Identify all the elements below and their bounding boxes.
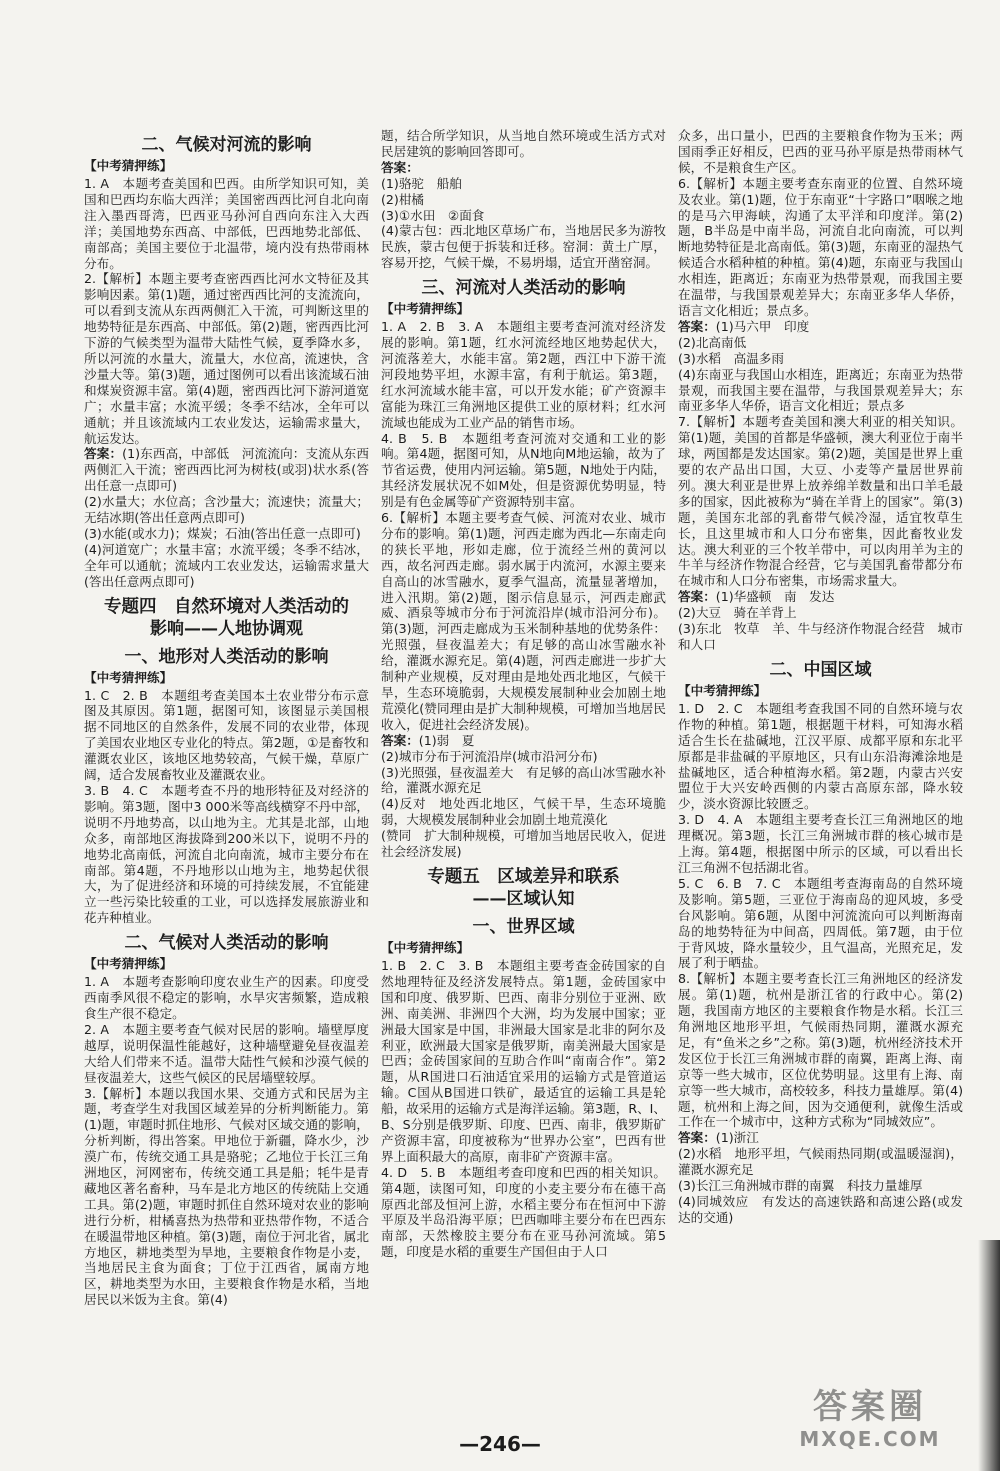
column-right bbox=[678, 128, 963, 1428]
exercise-tag: 【中考猜押练】 bbox=[84, 158, 173, 173]
answer-paragraph: 1. A 本题考查影响印度农业生产的因素。印度受西南季风很不稳定的影响，水旱灾害频繁，造成粮食生产很不稳定。 bbox=[84, 974, 369, 1021]
answer-line bbox=[84, 446, 369, 494]
column-middle bbox=[381, 128, 666, 1428]
section-heading: 一、世界区域 bbox=[472, 916, 575, 937]
answer-line bbox=[678, 319, 963, 335]
answer-line: (2)水稻 地形平坦，气候雨热同期(或温暖湿润)，灌溉水源充足 bbox=[678, 1146, 963, 1178]
section-heading: 二、中国区域 bbox=[769, 659, 872, 680]
answer-label: 答案： bbox=[381, 732, 419, 748]
section-heading: 二、气候对人类活动的影响 bbox=[124, 933, 329, 954]
answer-line: (3)长江三角洲城市群的南翼 科技力量雄厚 bbox=[678, 1178, 923, 1194]
section-heading: 二、气候对河流的影响 bbox=[141, 135, 312, 155]
exercise-tag: 【中考猜押练】 bbox=[84, 956, 173, 972]
answer-page bbox=[84, 128, 964, 1428]
answer-paragraph: 4. B 5. B 本题组考查河流对交通和工业的影响。第4题，据图可知，从N地向M地运输，故为了节省运费，使用内河运输。第5题，N地处于内陆，其经济发展状况不如M处，但是资源优势明显，特别是有色金属等矿产资源特别丰富。 bbox=[381, 430, 666, 510]
answer-line: (4)东南亚与我国山水相连，距离近；东南亚为热带景观，而我国主要在温带，与我国景观差异大；东南亚多华人华侨，语言文化相近；景点多 bbox=[678, 366, 963, 414]
section-heading: 一、地形对人类活动的影响 bbox=[124, 646, 329, 667]
answer-line: (2)柑橘 bbox=[381, 191, 425, 207]
answer-line: (2)城市分布于河流沿岸(城市沿河分布) bbox=[381, 748, 598, 764]
answer-paragraph: 2.【解析】本题主要考查密西西比河水文特征及其影响因素。第(1)题，通过密西西比河的支流流向，可以看到支流从东西两侧汇入干流，可判断这里的地势特征是东西高、中部低。第(2)题，密西西比河下游的气候类型为温带大陆性气候，夏季降水多，所以河流的水量大，流量大，水位高，流速快，含沙量大等。第(3)题，通过图例可以看出该流域石油和煤炭资源丰富。第(4)题，密西西比河下游河道宽广；水量丰富；水流平缓；冬季不结冰，全年可以通航；并且该流域内工农业发达，运输需求量大，航运发达。 bbox=[84, 271, 369, 446]
watermark-logo-text: 答案圈 bbox=[813, 1387, 927, 1427]
answer-line bbox=[381, 160, 666, 176]
answer-line bbox=[678, 589, 963, 605]
answer-paragraph: 6.【解析】本题主要考查东南亚的位置、自然环境及农业。第(1)题，位于东南亚“十字路口”咽喉之地的是马六甲海峡，沟通了太平洋和印度洋。第(2)题，B半岛是中南半岛，河流自北向南流，可以判断地势特征是北高南低。第(3)题，东南亚的湿热气候适合水稻种植的种植。第(4)题，东南亚与我国山水相连，距离近；东南亚为热带景观，而我国主要在温带，与我国景观差异大；东南亚多华人华侨，语言文化相近；景点多。 bbox=[678, 175, 963, 318]
answer-line: (2)北高南低 bbox=[678, 334, 747, 350]
answer-line: (3)水稻 高温多雨 bbox=[678, 350, 784, 366]
answer-paragraph: 题，结合所学知识，从当地自然环境或生活方式对民居建筑的影响回答即可。 bbox=[381, 128, 666, 159]
answer-text: (1)马六甲 印度 bbox=[715, 318, 810, 334]
answer-line: (1)骆驼 船舶 bbox=[381, 175, 462, 191]
answer-paragraph: 7.【解析】本题考查美国和澳大利亚的相关知识。第(1)题，美国的首都是华盛顿，澳大利亚位于南半球，两国都是发达国家。第(2)题，美国是世界上重要的农产品出口国，大豆、小麦等产量居世界前列。澳大利亚是世界上放养绵羊数量和出口羊毛最多的国家，因此被称为“骑在羊背上的国家”。第(3)题，美国东北部的乳畜带气候冷湿，适宜牧草生长，且这里城市和人口分布密集，因此畜牧业发达。澳大利亚的三个牧羊带中，可以肉用羊为主的牛羊与经济作物混合经营，它与美国乳畜带都分布在城市和人口分布密集，市场需求量大。 bbox=[678, 414, 963, 589]
answer-text: (1)弱 夏 bbox=[418, 732, 475, 748]
watermark-url: MXQE.COM bbox=[799, 1427, 941, 1451]
answer-line: (4)同城效应 有发达的高速铁路和高速公路(或发达的交通) bbox=[678, 1194, 963, 1225]
topic-subheading: ——区域认知 bbox=[472, 888, 575, 909]
topic-subheading: 影响——人地协调观 bbox=[150, 618, 303, 639]
topic-heading: 专题五 区域差异和联系 bbox=[427, 866, 620, 887]
answer-text: (1)华盛顿 南 发达 bbox=[715, 589, 835, 605]
answer-paragraph: 2. A 本题主要考查气候对民居的影响。墙壁厚度越厚，说明保温性能越好，这种墙壁避免昼夜温差大给人们带来不适。温带大陆性气候和沙漠气候的昼夜温差大，这些气候区的民居墙壁较厚。 bbox=[84, 1021, 369, 1085]
answer-paragraph: 1. D 2. C 本题组考查我国不同的自然环境与农作物的种植。第1题，根据题干材料，可知海水稻适合生长在盐碱地，江汉平原、成都平原和东北平原都是非盐碱的平原地区，只有山东沿海滩涂地是盐碱地区，适合种植海水稻。第2题，内蒙古兴安盟位于大兴安岭西侧的内蒙古高原东部，降水较少，淡水资源比较匮乏。 bbox=[678, 700, 963, 812]
exercise-tag: 【中考猜押练】 bbox=[84, 669, 173, 685]
answer-paragraph: 6.【解析】本题主要考查气候、河流对农业、城市分布的影响。第(1)题，河西走廊为西北—东南走向的狭长平地，形如走廊，位于流经兰州的黄河以西，故名河西走廊。弱水属于内流河，水源主要来自高山的冰雪融水，夏季气温高，流量显著增加，进入汛期。第(2)题，图示信息显示，河西走廊武威、酒泉等城市分布于河流沿岸(城市沿河分布)。第(3)题，河西走廊成为玉米制种基地的优势条件：光照强，昼夜温差大；有足够的高山冰雪融水补给，灌溉水源充足。第(4)题，河西走廊进一步扩大制种产业规模，反对理由是地处西北地区，气候干旱，生态环境脆弱，大规模发展制种业会加剧土地荒漠化(赞同理由是扩大制种规模，可增加当地居民收入，促进社会经济发展)。 bbox=[381, 510, 666, 732]
answer-paragraph: 1. B 2. C 3. B 本题组主要考查金砖国家的自然地理特征及经济发展特点。第1题，金砖国家中国和印度、俄罗斯、巴西、南非分别位于亚洲、欧洲、南美洲、非洲四个大洲，均为发展中国家；亚洲最大国家是中国，非洲最大国家是北非的阿尔及利亚，欧洲最大国家是俄罗斯，南美洲最大国家是巴西；金砖国家间的互助合作叫“南南合作”。第2题，从R国进口石油适宜采用的运输方式是管道运输。C国从B国进口铁矿，最适宜的运输工具是轮船，故采用的运输方式是海洋运输。第3题，R、I、B、S分别是俄罗斯、印度、巴西、南非，俄罗斯矿产资源丰富，印度被称为“世界办公室”，巴西有世界上面积最大的高原，南非矿产资源丰富。 bbox=[381, 957, 666, 1164]
answer-text: (1)东西高，中部低 河流流向：支流从东西两侧汇入干流；密西西比河为树枝(或羽)状水系(答出任意一点即可) bbox=[84, 446, 369, 494]
page-edge-shadow bbox=[978, 1240, 1000, 1471]
exercise-tag: 【中考猜押练】 bbox=[381, 939, 470, 955]
answer-line: (2)水量大；水位高；含沙量大；流速快；流量大；无结冰期(答出任意两点即可) bbox=[84, 494, 369, 526]
answer-label: 答案： bbox=[84, 446, 123, 462]
answer-label: 答案： bbox=[678, 1130, 716, 1146]
answer-paragraph: 4. D 5. B 本题组考查印度和巴西的相关知识。第4题，读图可知，印度的小麦主要分布在德干高原西北部及恒河上游，水稻主要分布在恒河中下游平原及半岛沿海平原；巴西咖啡主要分布在巴西东南部，天然橡胶主要分布在亚马孙河流域。第5题，印度是水稻的重要生产国但由于人口 bbox=[381, 1164, 666, 1260]
section-heading: 三、河流对人类活动的影响 bbox=[421, 278, 626, 299]
answer-line: (3)东北 牧草 羊、牛与经济作物混合经营 城市和人口 bbox=[678, 621, 963, 652]
site-watermark bbox=[780, 1387, 960, 1457]
exercise-tag: 【中考猜押练】 bbox=[678, 682, 767, 698]
answer-line bbox=[381, 733, 666, 749]
answer-line: (4)蒙古包：西北地区草场广布，当地居民多为游牧民族，蒙古包便于拆装和迁移。窑洞：黄土广厚，容易开挖，气候干燥，不易坍塌，适宜开凿窑洞。 bbox=[381, 223, 666, 271]
exercise-tag: 【中考猜押练】 bbox=[381, 301, 470, 317]
answer-paragraph: 5. C 6. B 7. C 本题组考查海南岛的自然环境及影响。第5题，三亚位于海南岛的迎风坡，多受台风影响。第6题，从图中河流流向可以判断海南岛的地势特征为中间高，四周低。第7题，由于位于背风坡，降水量较少，且气温高，光照充足，发展了利于晒盐。 bbox=[678, 875, 963, 971]
topic-heading: 专题四 自然环境对人类活动的 bbox=[104, 596, 349, 617]
answer-paragraph: 3. D 4. A 本题组主要考查长江三角洲地区的地理概况。第3题，长江三角洲城市群的核心城市是上海。第4题，根据图中所示的区域，可以看出长江三角洲不包括湖北省。 bbox=[678, 812, 963, 875]
column-left bbox=[84, 128, 369, 1428]
answer-line: (2)大豆 骑在羊背上 bbox=[678, 605, 797, 621]
answer-paragraph: 3. B 4. C 本题考查不丹的地形特征及对经济的影响。第3题，图中3 000米等高线横穿不丹中部，说明不丹地势高，以山地为主。尤其是北部，山地众多，南部地区海拔降到200米以下，说明不丹的地势北高南低，河流自北向南流，城市主要分布在南部。第4题，不丹地形以山地为主，地势起伏很大，为了促进经济和环境的可持续发展，不宜能建立一些污染比较重的工业，可以选择发展旅游业和花卉种植业。 bbox=[84, 783, 369, 926]
page-number: —246— bbox=[459, 1432, 541, 1456]
answer-label: 答案： bbox=[678, 318, 716, 334]
answer-label: 答案： bbox=[381, 159, 419, 175]
answer-paragraph: 8.【解析】本题主要考查长江三角洲地区的经济发展。第(1)题，杭州是浙江省的行政中心。第(2)题，我国南方地区的主要粮食作物是水稻。长江三角洲地区地形平坦，气候雨热同期，灌溉水源充足，有“鱼米之乡”之称。第(3)题，杭州经济技术开发区位于长江三角洲城市群的南翼，距离上海、南京等一些大城市，区位优势明显。这里有上海、南京等一些大城市，高校较多，科技力量雄厚。第(4)题，杭州和上海之间，因为交通便利，就像生活或工作在一个城市中，这种方式称为“同城效应”。 bbox=[678, 971, 963, 1130]
answer-text: (1)浙江 bbox=[715, 1130, 759, 1146]
answer-label: 答案： bbox=[678, 589, 716, 605]
answer-paragraph: 1. A 2. B 3. A 本题组主要考查河流对经济发展的影响。第1题，红水河流经地区地势起伏大，河流落差大，水能丰富。第2题，西江中下游干流河段地势平坦，水源丰富，有利于航运。第3题，红水河流域水能丰富，可以开发水能；矿产资源丰富能为珠江三角洲地区提供工业的原材料；红水河流域也能成为工业产品的销售市场。 bbox=[381, 319, 666, 430]
answer-paragraph: 众多，出口量小，巴西的主要粮食作物为玉米；两国雨季正好相反，巴西的亚马孙平原是热带雨林气候，不是粮食生产区。 bbox=[678, 128, 963, 175]
answer-line: (3)①水田 ②面食 bbox=[381, 207, 485, 223]
answer-line: (赞同 扩大制种规模，可增加当地居民收入，促进社会经济发展) bbox=[381, 828, 666, 860]
answer-paragraph: 1. C 2. B 本题组考查美国本土农业带分布示意图及其原因。第1题，据图可知，该图显示美国根据不同地区的自然条件，发展不同的农业带，体现了美国农业地区专业化的特点。第2题，①是畜牧和灌溉农业区，该地区地势较高，气候干燥，草原广阔，适合发展畜牧业及灌溉农业。 bbox=[84, 687, 369, 783]
answer-line: (3)水能(或水力)；煤炭；石油(答出任意一点即可) bbox=[84, 525, 361, 541]
answer-paragraph: 1. A 本题考查美国和巴西。由所学知识可知，美国和巴西均东临大西洋；美国密西西比河自北向南注入墨西哥湾，巴西亚马孙河自西向东注入大西洋；美国地势东西高、中部低，巴西地势北部低、南部高；美国主要位于北温带，境内没有热带雨林分布。 bbox=[84, 176, 369, 271]
answer-line: (4)反对 地处西北地区，气候干旱，生态环境脆弱，大规模发展制种业会加剧土地荒漠化 bbox=[381, 796, 666, 828]
answer-paragraph: 3.【解析】本题以我国水果、交通方式和民居为主题，考查学生对我国区域差异的分析判断能力。第(1)题，审题时抓住地形、气候对区域交通的影响，分析判断，得出答案。甲地位于新疆，降水少，沙漠广布，传统交通工具是骆驼；乙地位于长江三角洲地区，河网密布，传统交通工具是船；牦牛是青藏地区著名畜种，马车是北方地区的传统陆上交通工具。第(2)题，审题时抓住自然环境对农业的影响进行分析，柑橘喜热为热带和亚热带作物，不适合在暖温带地区种植。第(3)题，南位于河北省，属北方地区，耕地类型为旱地，主要粮食作物是小麦，当地居民主食为面食；丁位于江西省，属南方地区，耕地类型为水田，主要粮食作物是水稻，当地居民以米饭为主食。第(4) bbox=[84, 1085, 369, 1308]
answer-line: (3)光照强，昼夜温差大 有足够的高山冰雪融水补给，灌溉水源充足 bbox=[381, 764, 666, 796]
answer-line bbox=[678, 1130, 963, 1146]
answer-line: (4)河道宽广；水量丰富；水流平缓；冬季不结冰，全年可以通航；流域内工农业发达，运输需求量大(答出任意两点即可) bbox=[84, 541, 369, 589]
